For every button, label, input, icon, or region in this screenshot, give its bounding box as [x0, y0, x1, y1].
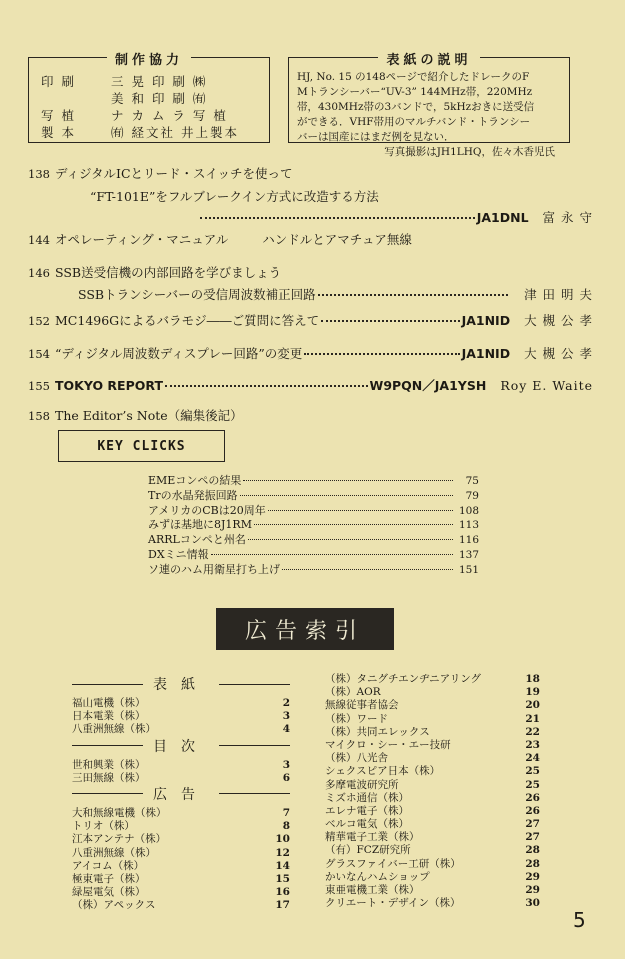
- cover-title: 表紙の説明: [378, 53, 479, 68]
- advertiser-page: 16: [275, 886, 290, 899]
- advertiser-page: 20: [525, 699, 540, 712]
- ad-row[interactable]: [325, 750, 540, 763]
- toc-title: TOKYO REPORT: [55, 378, 163, 393]
- credit-name: ナ カ ム ラ 写 植: [111, 108, 228, 123]
- advertiser-page: 14: [275, 859, 290, 872]
- advertiser-name: ベルコ電気（株）: [325, 818, 409, 831]
- ad-row[interactable]: [72, 831, 290, 844]
- toc-title: MC1496Gによるバラモジ――ご質問に答えて: [55, 313, 320, 328]
- key-click-title: EMEコンペの結果: [148, 474, 242, 487]
- toc-author: 津 田 明 夫: [524, 287, 593, 302]
- advertiser-page: 27: [525, 831, 540, 844]
- ad-row[interactable]: [72, 757, 290, 770]
- advertiser-page: 4: [282, 723, 290, 736]
- ad-row[interactable]: [72, 770, 290, 783]
- cover-description-box: [288, 53, 570, 158]
- ad-row[interactable]: [325, 763, 540, 776]
- toc-callsign: JA1NID: [461, 313, 511, 328]
- advertiser-page: 26: [525, 804, 540, 817]
- toc-page: 144: [28, 233, 50, 247]
- ad-row[interactable]: [325, 724, 540, 737]
- key-click-page: 79: [465, 489, 479, 502]
- toc-subtitle: “FT-101E”をフルブレークイン方式に改造する方法: [90, 189, 379, 204]
- advertiser-page: 29: [525, 884, 540, 896]
- ad-row[interactable]: [325, 777, 540, 790]
- advertiser-page: 23: [525, 738, 540, 751]
- ad-row[interactable]: [325, 829, 540, 842]
- toc-entry-144[interactable]: [28, 230, 593, 248]
- key-click-page: 75: [465, 475, 479, 487]
- toc-callsign: W9PQN／JA1YSH: [369, 378, 487, 393]
- key-click-title: DXミニ情報: [148, 547, 209, 561]
- ad-row[interactable]: [325, 842, 540, 855]
- advertiser-page: 15: [275, 872, 290, 885]
- cover-photo-credit: 写真撮影はJH1LHQ，佐々木香児氏: [384, 146, 555, 158]
- ad-row[interactable]: [72, 897, 290, 910]
- advertiser-name: 三田無線（株）: [72, 771, 146, 784]
- advertiser-name: トリオ（株）: [72, 820, 135, 833]
- advertiser-page: 27: [525, 818, 540, 831]
- ad-row[interactable]: [325, 697, 540, 710]
- ad-row[interactable]: [325, 711, 540, 724]
- advertiser-page: 17: [275, 899, 290, 912]
- toc-title: SSB送受信機の内部回路を学びましょう: [55, 265, 282, 280]
- advertiser-name: （株）八光舎: [325, 752, 388, 765]
- cover-line: HJ, No. 15 の148ページで紹介したドレークのF: [297, 71, 530, 83]
- toc-title: ディジタルICとリード・スイッチを使って: [55, 166, 293, 181]
- key-click-page: 108: [458, 504, 479, 517]
- toc-title: オペレーティング・マニュアル: [55, 232, 229, 247]
- section-label: 目次: [153, 738, 209, 755]
- advertiser-page: 19: [525, 686, 540, 699]
- toc-page: 158: [28, 409, 50, 423]
- ad-row[interactable]: [325, 882, 540, 895]
- leader-dots: [318, 282, 508, 296]
- toc-subtitle: SSBトランシーバーの受信周波数補正回路: [78, 287, 316, 302]
- cover-line: バーは国産にはまだ例を見ない．: [297, 131, 455, 143]
- toc-entry-158[interactable]: [28, 406, 593, 424]
- cover-line: Mトランシーバー“UV-3” 144MHz帯，220MHz: [297, 86, 533, 98]
- advertiser-name: 日本電業（株）: [72, 710, 146, 723]
- toc-entry-152[interactable]: [28, 311, 593, 329]
- key-clicks-heading: KEY CLICKS: [58, 430, 225, 462]
- advertiser-name: （株）AOR: [325, 686, 381, 699]
- advertiser-name: グラスファイバー工研（株）: [325, 857, 461, 870]
- ad-row[interactable]: [325, 803, 540, 816]
- advertiser-name: 八重洲無線（株）: [72, 846, 156, 859]
- toc-page: 155: [28, 379, 50, 393]
- toc-page: 152: [28, 314, 50, 328]
- advertiser-name: 無線従事者協会: [325, 699, 399, 712]
- credits-box: [28, 53, 270, 143]
- ad-row[interactable]: [325, 856, 540, 869]
- section-label: 表紙: [153, 677, 209, 693]
- advertiser-page: 25: [525, 778, 540, 791]
- advertiser-name: 精華電子工業（株）: [325, 831, 420, 844]
- advertiser-name: （株）アペックス: [72, 899, 156, 912]
- credit-name: ㈲ 経文社 井上製本: [111, 125, 239, 140]
- ad-row[interactable]: [72, 884, 290, 897]
- ad-row[interactable]: [72, 805, 290, 818]
- advertiser-name: （株）共同エレックス: [325, 725, 430, 738]
- toc-subtitle: ハンドルとアマチュア無線: [262, 232, 412, 247]
- ad-row[interactable]: [72, 818, 290, 831]
- advertiser-page: 21: [525, 712, 540, 725]
- leader-dots: [248, 529, 453, 540]
- toc-title: “ディジタル周波数ディスプレー回路”の変更: [55, 346, 303, 361]
- key-click-title: アメリカのCBは20周年: [148, 503, 266, 517]
- advertiser-name: 福山電機（株）: [72, 697, 146, 709]
- leader-dots: [240, 485, 453, 496]
- advertiser-page: 2: [282, 697, 290, 709]
- credits-title: 制作協力: [107, 53, 191, 68]
- ad-row[interactable]: [325, 816, 540, 829]
- ad-row[interactable]: [72, 695, 290, 708]
- ad-index-right-column: [325, 671, 540, 908]
- section-label: 広告: [153, 786, 209, 803]
- leader-dots: [243, 470, 453, 481]
- advertiser-name: シェクスピア日本（株）: [325, 765, 441, 778]
- advertiser-page: 22: [525, 725, 540, 738]
- advertiser-name: 東亜電機工業（株）: [325, 884, 420, 896]
- toc-page: 154: [28, 347, 50, 361]
- advertiser-name: かいなんハムショップ: [325, 870, 430, 883]
- leader-dots: [254, 514, 453, 525]
- key-click-title: みずほ基地に8J1RM: [148, 518, 252, 532]
- ad-row[interactable]: [72, 858, 290, 871]
- advertiser-page: 26: [525, 791, 540, 804]
- advertiser-page: 25: [525, 765, 540, 778]
- key-click-title: Trの水晶発振回路: [148, 488, 238, 502]
- toc-callsign: JA1NID: [461, 346, 511, 361]
- ad-row[interactable]: [325, 895, 540, 908]
- ad-row[interactable]: [325, 671, 540, 684]
- key-click-title: ARRLコンペと州名: [148, 533, 246, 547]
- advertiser-name: 八重洲無線（株）: [72, 723, 156, 736]
- leader-dots: [282, 559, 453, 570]
- advertiser-name: 江本アンテナ（株）: [72, 833, 167, 846]
- advertiser-page: 28: [525, 844, 540, 857]
- key-clicks-list: [148, 472, 479, 576]
- advertiser-name: エレナ電子（株）: [325, 804, 409, 817]
- advertiser-name: 緑屋電気（株）: [72, 886, 146, 899]
- advertiser-page: 18: [525, 673, 540, 685]
- advertiser-page: 29: [525, 870, 540, 883]
- advertiser-name: 極東電子（株）: [72, 872, 146, 885]
- list-item[interactable]: [148, 561, 479, 576]
- leader-dots: [200, 205, 475, 219]
- advertiser-name: アイコム（株）: [72, 859, 145, 872]
- cover-line: 帯，430MHz帯の3バンドで，5kHzおきに送受信: [297, 101, 535, 113]
- advertiser-page: 28: [525, 857, 540, 870]
- advertiser-page: 6: [282, 771, 290, 784]
- toc-author: 富 永 守: [542, 210, 593, 225]
- toc-title: The Editor’s Note（編集後記）: [55, 408, 243, 423]
- cover-line: ができる．VHF帯用のマルチバンド・トランシー: [297, 116, 531, 128]
- toc-page: 138: [28, 167, 50, 181]
- advertiser-name: （株）ワード: [325, 712, 388, 725]
- key-click-page: 137: [458, 548, 479, 561]
- toc-entry-146[interactable]: [28, 263, 593, 303]
- toc-entry-154[interactable]: [28, 344, 593, 362]
- credit-role: 印 刷: [41, 74, 76, 89]
- advertiser-page: 7: [282, 806, 290, 819]
- toc-callsign: JA1DNL: [476, 210, 529, 225]
- advertiser-name: 多摩電波研究所: [325, 778, 399, 791]
- advertiser-name: （株）タニグチエンヂニアリング: [325, 673, 482, 685]
- section-toc: [72, 737, 290, 755]
- ad-row[interactable]: [325, 869, 540, 882]
- advertiser-name: クリエート・デザイン（株）: [325, 897, 461, 910]
- ad-row[interactable]: [72, 871, 290, 884]
- advertiser-name: 世和興業（株）: [72, 758, 146, 771]
- advertiser-page: 10: [275, 833, 290, 846]
- advertiser-name: マイクロ・シー・エー技研: [325, 738, 451, 751]
- ad-row[interactable]: [72, 708, 290, 721]
- key-click-title: ソ連のハム用衛星打ち上げ: [148, 562, 280, 576]
- leader-dots: [211, 544, 453, 555]
- ad-row[interactable]: [325, 737, 540, 750]
- advertiser-page: 30: [525, 897, 540, 910]
- leader-dots: [165, 373, 368, 387]
- credit-name: 美 和 印 刷 ㈲: [111, 91, 208, 106]
- ad-row[interactable]: [325, 790, 540, 803]
- advertiser-page: 8: [282, 820, 290, 833]
- advertiser-page: 3: [282, 758, 290, 771]
- advertiser-page: 3: [282, 710, 290, 723]
- advertiser-name: ミズホ通信（株）: [325, 791, 409, 804]
- advertiser-name: 大和無線電機（株）: [72, 806, 167, 819]
- advertiser-page: 24: [525, 752, 540, 765]
- toc-author: 大 槻 公 孝: [524, 346, 593, 361]
- ad-row[interactable]: [325, 684, 540, 697]
- ad-index-left-column: [72, 673, 290, 910]
- section-ads: [72, 785, 290, 803]
- credit-role: 製 本: [41, 125, 76, 140]
- key-click-page: 113: [458, 519, 479, 532]
- toc-author: Roy E. Waite: [500, 378, 593, 393]
- page-number: 5: [573, 908, 586, 932]
- section-cover: [72, 675, 290, 693]
- leader-dots: [268, 500, 453, 511]
- toc-page: 146: [28, 266, 50, 280]
- key-click-page: 151: [458, 563, 479, 576]
- toc-entry-138[interactable]: [28, 164, 593, 226]
- leader-dots: [304, 341, 459, 355]
- toc-author: 大 槻 公 孝: [524, 313, 593, 328]
- credit-role: 写 植: [41, 108, 76, 123]
- ad-row[interactable]: [72, 721, 290, 734]
- toc-entry-155[interactable]: [28, 376, 593, 394]
- advertiser-page: 12: [275, 846, 290, 859]
- leader-dots: [321, 308, 459, 322]
- credit-name: 三 晃 印 刷 ㈱: [111, 74, 208, 89]
- advertiser-name: （有）FCZ研究所: [325, 844, 411, 857]
- ad-row[interactable]: [72, 845, 290, 858]
- ad-index-heading: 広告索引: [216, 608, 394, 650]
- key-click-page: 116: [458, 534, 479, 547]
